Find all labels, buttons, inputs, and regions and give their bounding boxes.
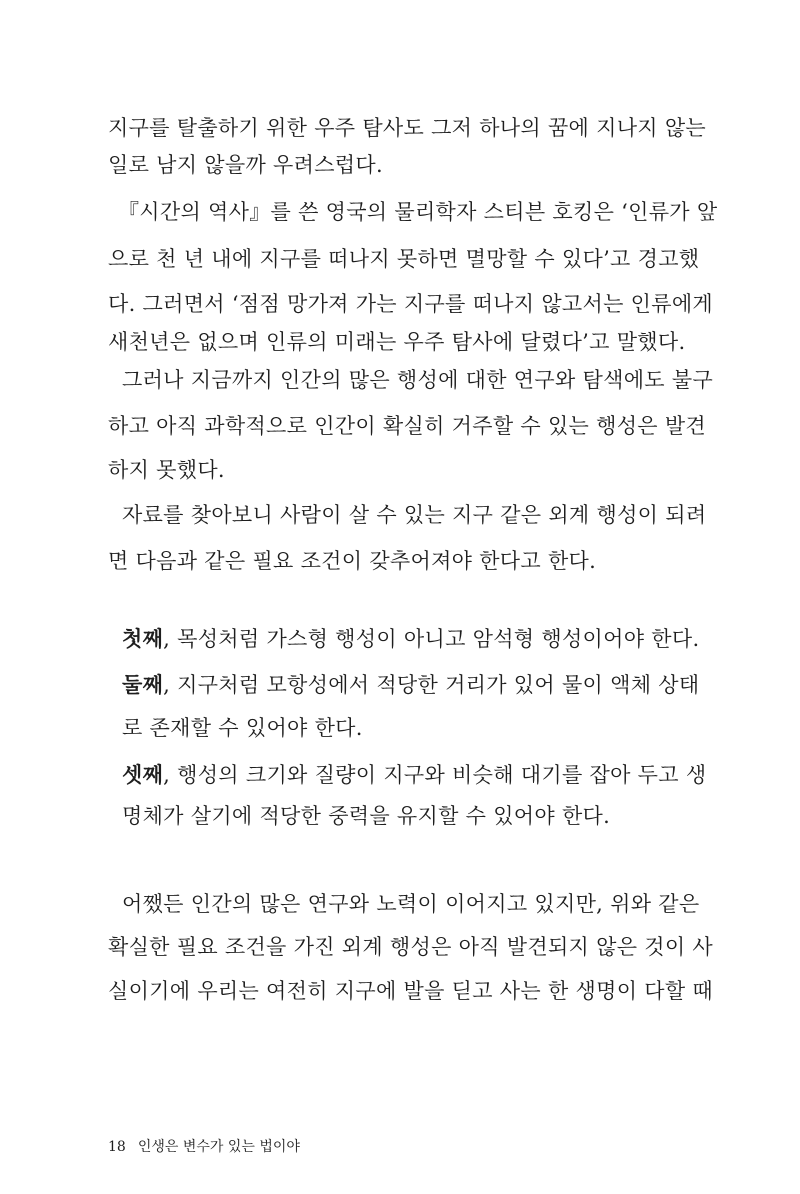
text-line: 『시간의 역사』를 쓴 영국의 물리학자 스티븐 호킹은 ‘인류가 앞 xyxy=(118,200,718,224)
page-number: 18 xyxy=(108,1139,126,1155)
text-line: 하지 못했다. xyxy=(108,458,225,482)
list-item-text: , 목성처럼 가스형 행성이 아니고 암석형 행성이어야 한다. xyxy=(163,627,700,651)
text-line: 어쨌든 인간의 많은 연구와 노력이 이어지고 있지만, 위와 같은 xyxy=(122,892,700,916)
list-item-lead: 첫째 xyxy=(122,626,164,651)
list-item xyxy=(122,670,699,700)
list-item-continuation: 명체가 살기에 적당한 중력을 유지할 수 있어야 한다. xyxy=(122,804,611,828)
text-line: 하고 아직 과학적으로 인간이 확실히 거주할 수 있는 행성은 발견 xyxy=(108,414,707,438)
page-footer xyxy=(108,1138,300,1156)
text-line: 일로 남지 않을까 우려스럽다. xyxy=(108,153,383,177)
text-line: 실이기에 우리는 여전히 지구에 발을 딛고 사는 한 생명이 다할 때 xyxy=(108,979,713,1003)
text-line: 면 다음과 같은 필요 조건이 갖추어져야 한다고 한다. xyxy=(108,549,597,573)
text-line: 새천년은 없으며 인류의 미래는 우주 탐사에 달렸다’고 말했다. xyxy=(108,330,686,354)
text-line: 으로 천 년 내에 지구를 떠나지 못하면 멸망할 수 있다’고 경고했 xyxy=(108,247,700,271)
text-line: 확실한 필요 조건을 가진 외계 행성은 아직 발견되지 않은 것이 사 xyxy=(108,935,713,959)
list-item xyxy=(122,760,706,790)
list-item-continuation: 로 존재할 수 있어야 한다. xyxy=(122,716,363,740)
list-item xyxy=(122,624,699,654)
text-line: 다. 그러면서 ‘점점 망가져 가는 지구를 떠나지 않고서는 인류에게 xyxy=(108,292,713,316)
list-item-lead: 둘째 xyxy=(122,672,164,697)
text-line: 지구를 탈출하기 위한 우주 탐사도 그저 하나의 꿈에 지나지 않는 xyxy=(108,116,707,140)
list-item-text: , 지구처럼 모항성에서 적당한 거리가 있어 물이 액체 상태 xyxy=(163,673,700,697)
text-line: 자료를 찾아보니 사람이 살 수 있는 지구 같은 외계 행성이 되려 xyxy=(122,503,707,527)
text-line: 그러나 지금까지 인간의 많은 행성에 대한 연구와 탐색에도 불구 xyxy=(122,368,714,392)
list-item-lead: 셋째 xyxy=(122,762,164,787)
list-item-text: , 행성의 크기와 질량이 지구와 비슷해 대기를 잡아 두고 생 xyxy=(163,763,707,787)
running-title: 인생은 변수가 있는 법이야 xyxy=(137,1139,300,1155)
